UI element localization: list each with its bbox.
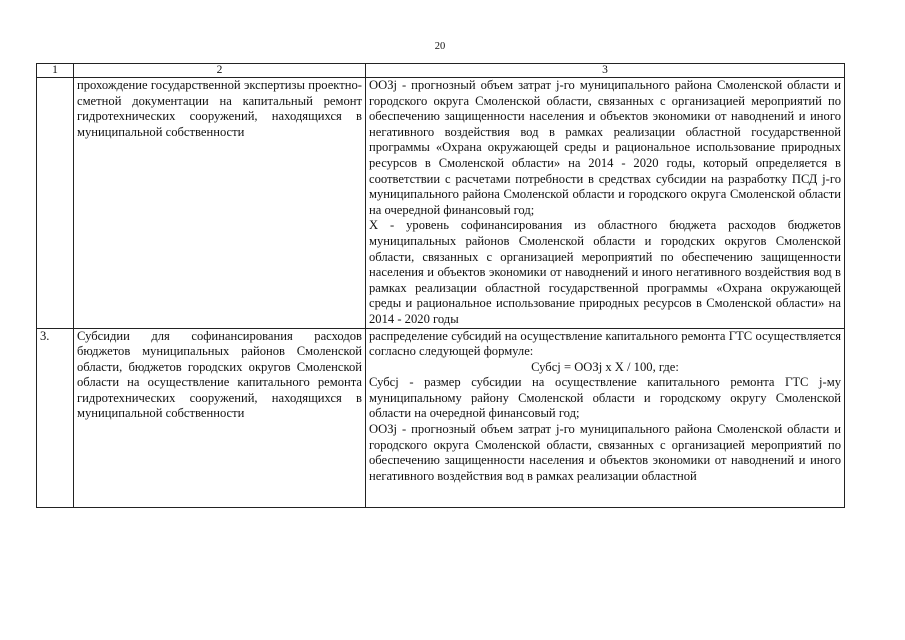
row-subject-text: прохождение государственной экспертизы проектно-сметной документации на капитальный ремонт гидротехнических сооружений, находящихся в муниципальной собственности xyxy=(77,78,362,139)
definition-paragraph: Субсj - размер субсидии на осуществление капитального ремонта ГТС j-му муниципальному району Смоленской области и городскому округу Смоленской области на очередной финансовый год; xyxy=(369,375,841,421)
row-details-cell xyxy=(366,78,845,329)
intro-paragraph: распределение субсидий на осуществление капитального ремонта ГТС осуществляется согласно следующей формуле: xyxy=(369,328,841,359)
page-number: 20 xyxy=(434,41,446,52)
definition-paragraph: ООЗj - прогнозный объем затрат j-го муниципального района Смоленской области и городского округа Смоленской области, связанных с организацией мероприятий по обеспечению защищенности населения и объектов экономики от наводнений и иного негативного воздействия вод в рамках реализации областной государственной программы «Охрана окружающей среды и рациональное использование природных ресурсов в Смоленской области» на 2014 - 2020 годы, который определяется в соответствии с расчетами потребности в средствах субсидии на разработку ПСД j-го муниципального района Смоленской области и городского округа Смоленской области на очередной финансовый год; xyxy=(369,78,841,217)
table-row xyxy=(37,78,845,329)
definition-paragraph: ООЗj - прогнозный объем затрат j-го муниципального района Смоленской области и городского округа Смоленской области, связанных с организацией мероприятий по обеспечению защищенности населения и объектов экономики от наводнений и иного негативного воздействия вод в рамках реализации областной xyxy=(369,422,841,483)
content-table xyxy=(36,63,845,508)
row-subject-cell xyxy=(74,78,366,329)
table-row xyxy=(37,328,845,507)
definition-paragraph: Х - уровень софинансирования из областного бюджета расходов бюджетов муниципальных районов Смоленской области и городских округов Смоленской области, связанных с организацией мероприятий по обеспечению защищенности населения и объектов экономики от наводнений и иного негативного воздействия вод в рамках реализации областной государственной программы «Охрана окружающей среды и рациональное использование природных ресурсов в Смоленской области» на 2014 - 2020 годы xyxy=(369,218,841,326)
row-details-cell xyxy=(366,328,845,507)
row-subject-text: Субсидии для софинансирования расходов бюджетов муниципальных районов Смоленской области, бюджетов городских округов Смоленской области на осуществление капитального ремонта гидротехнических сооружений, находящихся в муниципальной собственности xyxy=(77,328,362,421)
row-number: 3. xyxy=(37,328,74,507)
column-header-2: 2 xyxy=(74,64,366,78)
formula-line: Субсj = ООЗj х Х / 100, где: xyxy=(531,359,679,374)
row-number xyxy=(37,78,74,329)
row-subject-cell xyxy=(74,328,366,507)
table-header-row xyxy=(37,64,845,78)
column-header-1: 1 xyxy=(37,64,74,78)
column-header-3: 3 xyxy=(366,64,845,78)
